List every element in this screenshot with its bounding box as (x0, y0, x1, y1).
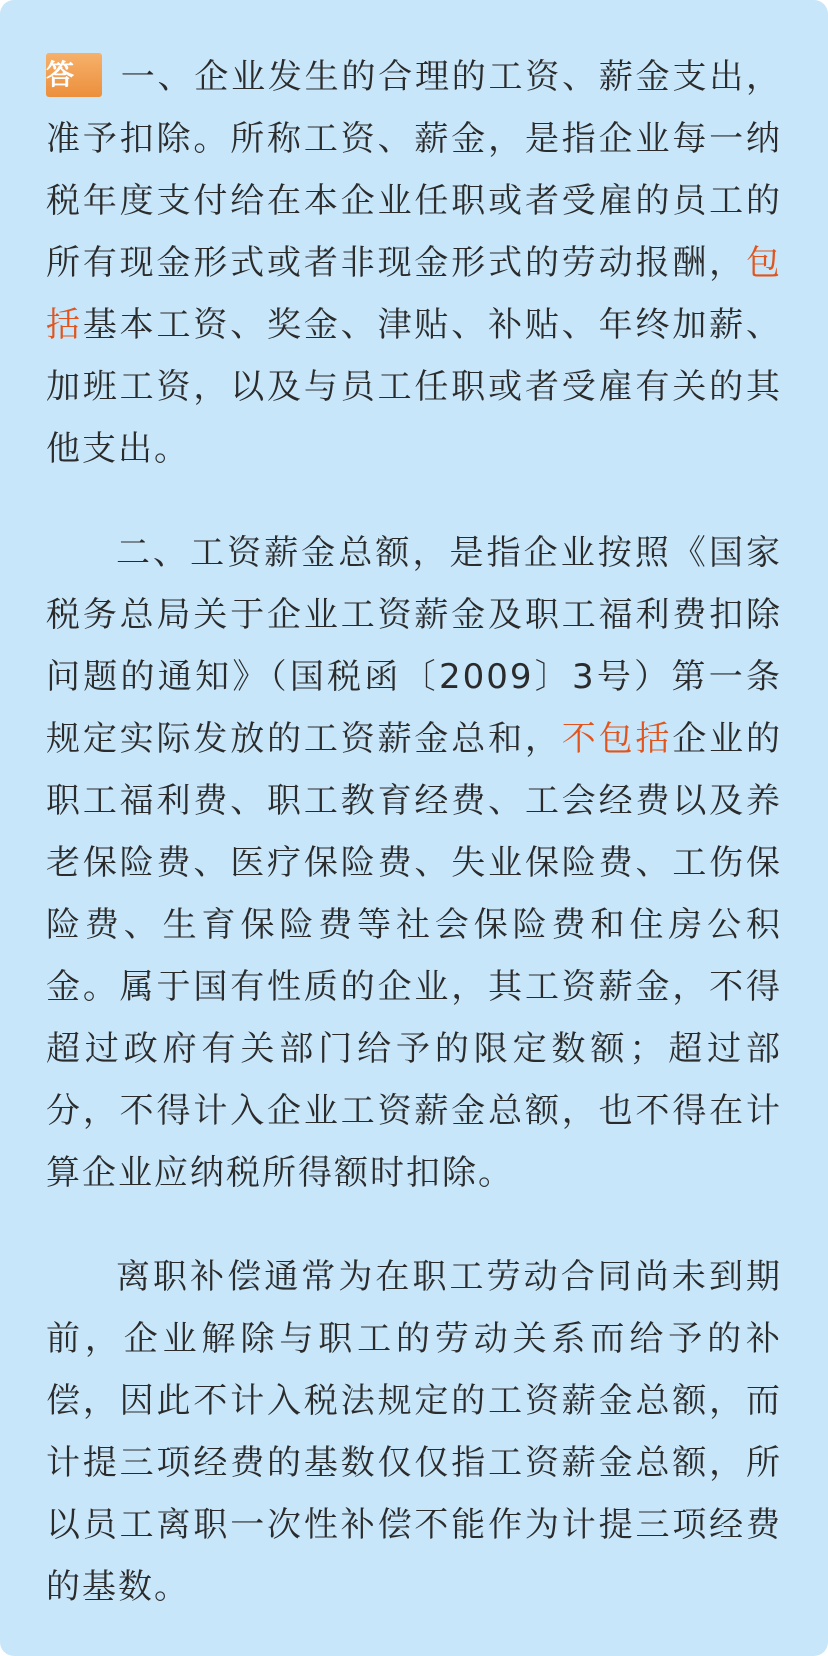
paragraph-1-highlight: 包括 (46, 243, 782, 345)
paragraph-1-text-after: 基本工资、奖金、津贴、补贴、年终加薪、加班工资，以及与员工任职或者受雇有关的其他支出。 (46, 305, 783, 469)
answer-badge: 答 (46, 53, 102, 97)
paragraph-3 (46, 1246, 782, 1618)
paragraph-3-text: 离职补偿通常为在职工劳动合同尚未到期前，企业解除与职工的劳动关系而给予的补偿，因此不计入税法规定的工资薪金总额，而计提三项经费的基数仅仅指工资薪金总额，所以员工离职一次性补偿不能作为计提三项经费的基数。 (46, 1257, 782, 1607)
paragraph-2-highlight: 不包括 (561, 719, 673, 759)
paragraph-1 (46, 46, 782, 480)
paragraph-2-text-before: 二、工资薪金总额，是指企业按照《国家税务总局关于企业工资薪金及职工福利费扣除问题的通知》（国税函〔2009〕3号）第一条规定实际发放的工资薪金总和， (46, 533, 782, 759)
paragraph-1-text-before: 一、企业发生的合理的工资、薪金支出，准予扣除。所称工资、薪金，是指企业每一纳税年度支付给在本企业任职或者受雇的员工的所有现金形式或者非现金形式的劳动报酬， (46, 57, 782, 283)
paragraph-2-text-after: 企业的职工福利费、职工教育经费、工会经费以及养老保险费、医疗保险费、失业保险费、工伤保险费、生育保险费等社会保险费和住房公积金。属于国有性质的企业，其工资薪金，不得超过政府有关部门给予的限定数额；超过部分，不得计入企业工资薪金总额，也不得在计算企业应纳税所得额时扣除。 (46, 719, 783, 1193)
paragraph-2 (46, 522, 782, 1204)
